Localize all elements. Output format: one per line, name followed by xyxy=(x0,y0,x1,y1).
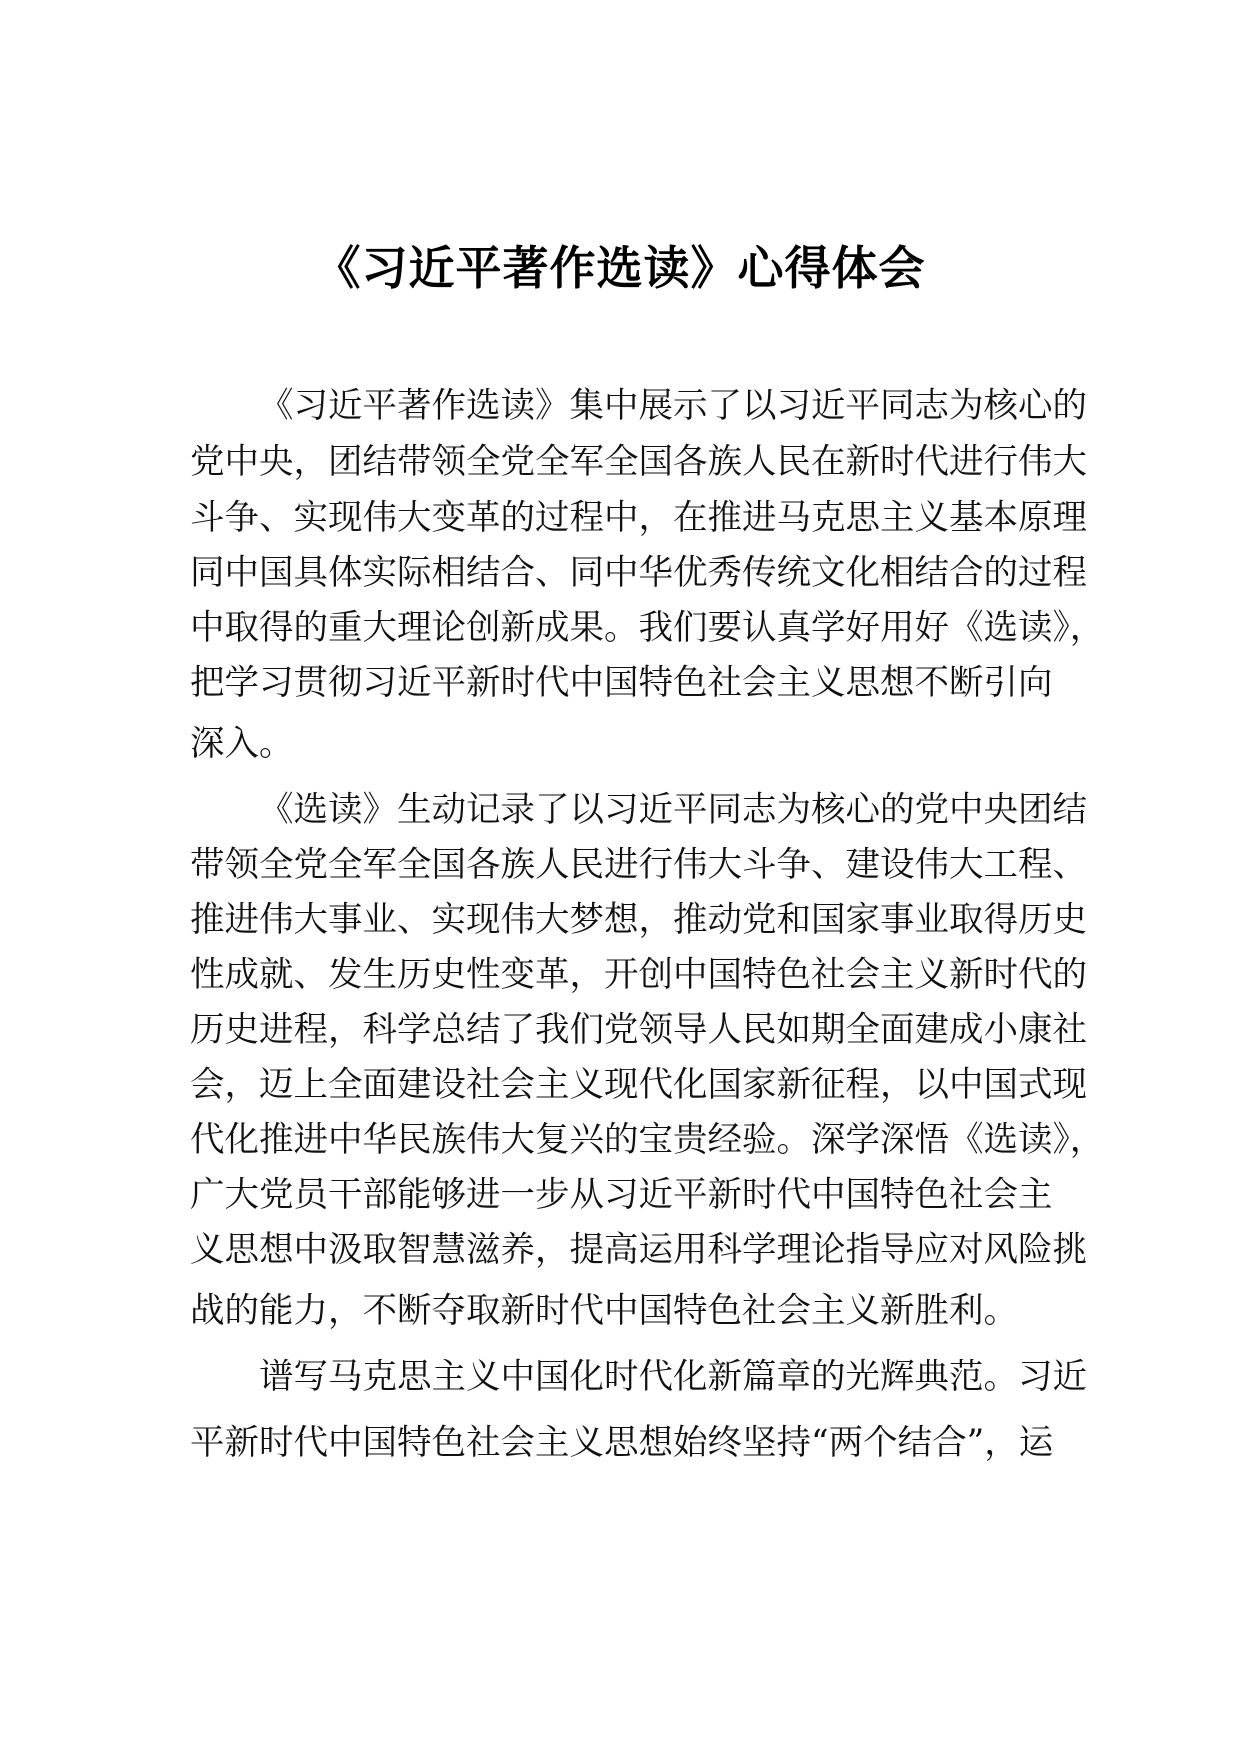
paragraph-1-line-6: 把学习贯彻习近平新时代中国特色社会主义思想不断引向 xyxy=(190,663,1053,703)
paragraph-2-line-5: 历史进程，科学总结了我们党领导人民如期全面建成小康社 xyxy=(190,1010,1087,1050)
paragraph-1-line-1: 《习近平著作选读》集中展示了以习近平同志为核心的 xyxy=(259,386,1087,426)
paragraph-3-line-2: 平新时代中国特色社会主义思想始终坚持“两个结合”，运 xyxy=(190,1423,1054,1463)
document-title: 《习近平著作选读》心得体会 xyxy=(314,241,926,295)
paragraph-2-line-8: 广大党员干部能够进一步从习近平新时代中国特色社会主 xyxy=(190,1175,1053,1215)
paragraph-2-line-6: 会，迈上全面建设社会主义现代化国家新征程，以中国式现 xyxy=(190,1065,1087,1105)
paragraph-1-line-5: 中取得的重大理论创新成果。我们要认真学好用好《选读》， xyxy=(190,608,1105,648)
paragraph-1-line-3: 斗争、实现伟大变革的过程中，在推进马克思主义基本原理 xyxy=(190,498,1087,538)
paragraph-2-line-9: 义思想中汲取智慧滋养，提高运用科学理论指导应对风险挑 xyxy=(190,1230,1087,1270)
paragraph-1-line-4: 同中国具体实际相结合、同中华优秀传统文化相结合的过程 xyxy=(190,553,1087,593)
paragraph-2-line-4: 性成就、发生历史性变革，开创中国特色社会主义新时代的 xyxy=(190,955,1087,995)
paragraph-3-line-1: 谱写马克思主义中国化时代化新篇章的光辉典范。习近 xyxy=(259,1357,1087,1397)
paragraph-2-line-7: 代化推进中华民族伟大复兴的宝贵经验。深学深悟《选读》， xyxy=(190,1120,1105,1160)
paragraph-2-line-10: 战的能力，不断夺取新时代中国特色社会主义新胜利。 xyxy=(190,1291,1018,1331)
paragraph-2-line-3: 推进伟大事业、实现伟大梦想，推动党和国家事业取得历史 xyxy=(190,900,1087,940)
paragraph-1-line-7: 深入。 xyxy=(190,724,294,764)
paragraph-2-line-2: 带领全党全军全国各族人民进行伟大斗争、建设伟大工程、 xyxy=(190,845,1087,885)
paragraph-2-line-1: 《选读》生动记录了以习近平同志为核心的党中央团结 xyxy=(259,790,1087,830)
paragraph-1-line-2: 党中央，团结带领全党全军全国各族人民在新时代进行伟大 xyxy=(190,442,1087,482)
